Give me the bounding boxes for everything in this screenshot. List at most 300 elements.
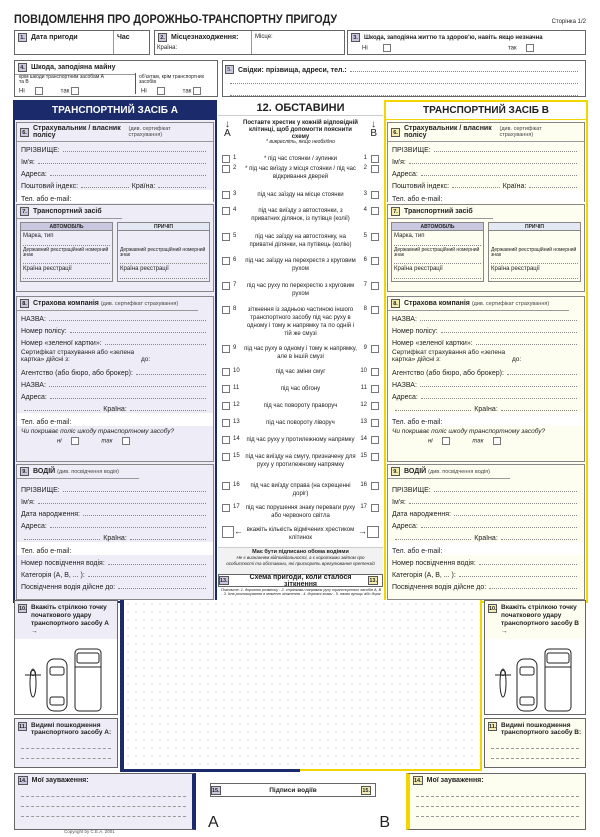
- coverage-no-checkbox[interactable]: [71, 437, 79, 445]
- circumstance-a-checkbox[interactable]: [222, 436, 230, 444]
- section-11-damage-a[interactable]: [14, 718, 118, 768]
- license-valid-label: Посвідчення водія дійсне до:: [392, 584, 487, 591]
- circumstance-text: під час виїзду справа (на схрещенні доріг): [250, 483, 351, 497]
- driver-address-field[interactable]: [50, 522, 206, 528]
- circumstance-a-checkbox[interactable]: [222, 482, 230, 490]
- section-number: 4.: [18, 63, 27, 72]
- circumstance-a-checkbox[interactable]: [222, 419, 230, 427]
- postcode-label: Поштовий індекс:: [21, 183, 79, 190]
- column-b-marker: ↓ B: [370, 119, 377, 139]
- vehicles-damage-yes-checkbox[interactable]: [71, 87, 79, 95]
- no-label: ні: [428, 438, 433, 445]
- license-number-field[interactable]: [108, 559, 206, 565]
- no-label: ні: [57, 438, 62, 445]
- policyholder-note: (див. сертифікат страхування): [499, 126, 542, 138]
- agency-address-label: Адреса:: [21, 394, 47, 401]
- strike-note: * викресліть, якщо необхідно: [266, 139, 335, 145]
- insurer-label: Страхова компанія: [404, 300, 470, 307]
- circumstance-text: зіткнення із задньою частиною іншого транспортного засобу під час руху в одному і тому ж напрямку та по одній і тій же смузі: [246, 307, 355, 337]
- policy-number-label: Номер полісу:: [392, 328, 438, 335]
- circumstance-b-checkbox[interactable]: [371, 482, 379, 490]
- circumstance-b-checkbox[interactable]: [371, 191, 379, 199]
- first-name-label: Ім'я:: [392, 159, 406, 166]
- circumstance-number-a: 2: [233, 165, 237, 171]
- column-a-marker: ↓ A: [224, 119, 231, 139]
- insurer-name-label: НАЗВА:: [21, 316, 46, 323]
- first-name-field[interactable]: [38, 158, 206, 164]
- trailer-reg-country-label: Країна реєстрації: [491, 266, 540, 272]
- coverage-yes-checkbox[interactable]: [493, 437, 501, 445]
- circumstance-b-checkbox[interactable]: [371, 233, 379, 241]
- section-number: 6.: [391, 128, 400, 137]
- section-number: 8.: [391, 299, 400, 308]
- reg-country-field[interactable]: [23, 273, 110, 279]
- section-11-damage-b[interactable]: [484, 718, 586, 768]
- plate-field[interactable]: [394, 258, 481, 264]
- valid-to-label: до:: [141, 356, 151, 363]
- driver-note: (див. посвідчення водія): [57, 468, 119, 475]
- circumstance-a-checkbox[interactable]: [222, 233, 230, 241]
- circumstance-row: [222, 306, 379, 338]
- circumstance-row: [222, 453, 379, 469]
- circumstance-a-checkbox[interactable]: [222, 385, 230, 393]
- circumstance-a-checkbox[interactable]: [222, 191, 230, 199]
- circumstance-b-checkbox[interactable]: [371, 207, 379, 215]
- birth-date-label: Дата народження:: [392, 511, 451, 518]
- circumstance-number-a: 17: [233, 504, 240, 510]
- vehicle-outlines-icon: [487, 645, 587, 715]
- yes-label: так: [60, 88, 70, 95]
- circumstance-row: [222, 482, 379, 498]
- circumstance-row: [222, 282, 379, 298]
- agency-country-label: Країна:: [474, 406, 498, 413]
- location-label: Місцезнаходження:: [171, 34, 239, 41]
- surname-label: ПРІЗВИЩЕ:: [21, 147, 60, 154]
- signature-b-label: B: [379, 814, 390, 831]
- trailer-reg-country-field[interactable]: [120, 273, 207, 279]
- circumstance-b-checkbox[interactable]: [371, 419, 379, 427]
- insurer-name-field[interactable]: [49, 315, 206, 321]
- circumstance-number-a: 9: [233, 345, 237, 351]
- circumstance-a-checkbox[interactable]: [222, 282, 230, 290]
- signature-a-label: A: [208, 814, 219, 831]
- circumstance-text: під час виїзду з автостоянки, з приватних ділянок, із путівця (колії): [251, 208, 350, 222]
- surname-field[interactable]: [434, 146, 577, 152]
- circumstance-number-b: 15: [360, 453, 367, 459]
- circumstance-number-b: 5: [363, 233, 367, 239]
- circumstance-b-checkbox[interactable]: [371, 306, 379, 314]
- valid-from-label: Сертифікат страхування або «зелена картка» дійсні з:: [21, 349, 135, 363]
- copyright: Copyright by C.E.A. 2001: [64, 829, 115, 834]
- vehicle-outlines-icon: [17, 645, 117, 715]
- agency-phone-label: Тел. або e-mail:: [21, 419, 72, 426]
- count-a-box[interactable]: [222, 526, 234, 538]
- section-number: 1.: [18, 33, 27, 42]
- circumstance-text: під час заїзду на перехрестя з круговим рухом: [245, 258, 356, 272]
- circumstance-b-checkbox[interactable]: [371, 385, 379, 393]
- license-category-label: Категорія (A, B, ... ):: [392, 572, 456, 579]
- plate-label: Державний реєстраційний номерний знак: [23, 247, 109, 258]
- circumstance-number-b: 11: [360, 385, 367, 391]
- circumstance-number-a: 12: [233, 402, 240, 408]
- postcode-field[interactable]: [452, 182, 500, 188]
- trailer-header: ПРИЧІП: [489, 223, 580, 231]
- section-number: 14.: [414, 778, 422, 784]
- page-title: ПОВІДОМЛЕННЯ ПРО ДОРОЖНЬО-ТРАНСПОРТНУ ПРИГОДУ: [14, 12, 338, 26]
- circumstance-b-checkbox[interactable]: [371, 282, 379, 290]
- circumstance-number-a: 13: [233, 419, 240, 425]
- agency-address-field[interactable]: [421, 393, 577, 399]
- arrow-right-icon: →: [358, 526, 367, 536]
- circumstance-a-checkbox[interactable]: [222, 165, 230, 173]
- policyholder-note: (див. сертифікат страхування): [128, 126, 171, 138]
- license-number-label: Номер посвідчення водія:: [21, 560, 105, 567]
- yes-label: так: [472, 438, 484, 445]
- driver-surname-label: ПРІЗВИЩЕ:: [21, 487, 60, 494]
- agency-country-field[interactable]: [501, 405, 577, 411]
- green-card-field[interactable]: [476, 339, 577, 345]
- circumstance-a-checkbox[interactable]: [222, 306, 230, 314]
- country-label: Країна:: [131, 183, 156, 190]
- circumstance-a-checkbox[interactable]: [222, 402, 230, 410]
- circumstance-text: під час обгону: [280, 386, 321, 392]
- circumstance-a-checkbox[interactable]: [222, 155, 230, 163]
- green-card-field[interactable]: [105, 339, 206, 345]
- plate-field[interactable]: [23, 258, 110, 264]
- circumstance-number-b: 13: [360, 419, 367, 425]
- time-label: Час: [117, 34, 130, 41]
- circumstance-b-checkbox[interactable]: [371, 368, 379, 376]
- postcode-field[interactable]: [81, 182, 129, 188]
- insurer-name-label: НАЗВА:: [392, 316, 417, 323]
- circumstance-number-b: 16: [360, 482, 367, 488]
- circumstance-row: [222, 504, 379, 520]
- remarks-label: Мої зауваження:: [31, 777, 89, 784]
- circumstance-text: під час повороту ліворуч: [266, 420, 335, 426]
- signatures-label: Підписи водіїв: [269, 786, 317, 794]
- surname-field[interactable]: [63, 146, 206, 152]
- circumstance-number-a: 11: [233, 385, 240, 391]
- car-subsection: [391, 222, 484, 282]
- driver-first-name-field[interactable]: [409, 498, 577, 504]
- agency-address-field[interactable]: [50, 393, 206, 399]
- section-6-policyholder-b: [387, 122, 585, 202]
- section-number: 9.: [391, 467, 400, 476]
- circumstance-count-row: [222, 526, 379, 542]
- insurer-name-field[interactable]: [420, 315, 577, 321]
- license-valid-field[interactable]: [489, 583, 577, 589]
- trailer-plate-field[interactable]: [491, 258, 578, 264]
- circumstance-number-a: 1: [233, 155, 237, 161]
- circumstance-text: під час виїзду на смугу, призначену для руху у протилежному напрямку: [245, 454, 356, 468]
- first-name-field[interactable]: [409, 158, 577, 164]
- driver-phone-label: Тел. або e-mail:: [21, 548, 72, 555]
- agency-phone-label: Тел. або e-mail:: [392, 419, 443, 426]
- driver-surname-field[interactable]: [63, 486, 206, 492]
- country-field[interactable]: [529, 182, 577, 188]
- section-number: 11.: [19, 724, 27, 730]
- driver-country-label: Країна:: [103, 535, 127, 542]
- agency-label: Агентство (або бюро, або брокер):: [392, 370, 504, 377]
- signature-a-field[interactable]: [204, 800, 294, 832]
- driver-surname-field[interactable]: [434, 486, 577, 492]
- reg-country-label: Країна реєстрації: [23, 266, 72, 272]
- agency-country-label: Країна:: [103, 406, 127, 413]
- birth-date-label: Дата народження:: [21, 511, 80, 518]
- section-10-impact-a[interactable]: [14, 600, 118, 715]
- sketch-label: Схема пригоди, коли сталося зіткнення: [249, 573, 352, 588]
- section-number: 2.: [158, 33, 167, 42]
- phone-label: Тел. або e-mail:: [21, 196, 72, 203]
- circumstance-number-b: 17: [360, 504, 367, 510]
- car-header: АВТОМОБІЛЬ: [21, 223, 112, 231]
- make-label: Марка, тип: [394, 233, 425, 239]
- license-category-label: Категорія (A, B, ... ):: [21, 572, 85, 579]
- circumstance-text: під час руху по перехрестю з круговим рухом: [246, 283, 355, 297]
- column-a-label: A: [224, 128, 231, 139]
- section-13-header: [218, 574, 383, 587]
- signature-notice-text: Не є визнанням відповідальності, а є короткими звітом про особистості та обставини, які прискорять врегулювання претензій: [226, 555, 375, 566]
- make-field[interactable]: [394, 240, 481, 246]
- driver-country-field[interactable]: [501, 534, 577, 540]
- circumstance-row: [222, 233, 379, 249]
- circumstance-number-a: 4: [233, 207, 237, 213]
- section-7-vehicle-b: [387, 204, 585, 292]
- coverage-no-checkbox[interactable]: [442, 437, 450, 445]
- section-12-circumstances: [218, 100, 383, 574]
- circumstance-b-checkbox[interactable]: [371, 402, 379, 410]
- objects-damage-no-checkbox[interactable]: [157, 87, 165, 95]
- vehicles-damage-label: крім шкоди транспортним засобам А та В: [19, 74, 104, 85]
- signature-b-field[interactable]: [300, 800, 400, 832]
- yes-label: так: [101, 438, 113, 445]
- circumstances-instruction: Поставте хрестик у кожній відповідній клітинці, щоб допомогти пояснити схему: [243, 120, 358, 140]
- circumstance-b-checkbox[interactable]: [371, 165, 379, 173]
- no-label: Ні: [362, 45, 368, 52]
- coverage-yes-checkbox[interactable]: [122, 437, 130, 445]
- circumstance-number-b: 1: [363, 155, 367, 161]
- agency-name-field[interactable]: [420, 381, 577, 387]
- license-valid-label: Посвідчення водія дійсне до:: [21, 584, 116, 591]
- circumstances-title: 12. ОБСТАВИНИ: [218, 100, 383, 116]
- circumstance-number-a: 6: [233, 257, 237, 263]
- circumstance-a-checkbox[interactable]: [222, 368, 230, 376]
- trailer-header: ПРИЧІП: [118, 223, 209, 231]
- signature-notice: [218, 547, 383, 574]
- circumstance-b-checkbox[interactable]: [371, 345, 379, 353]
- vehicle-label: Транспортний засіб: [33, 208, 102, 215]
- circumstance-text: під час зміни смуг: [275, 369, 326, 375]
- circumstance-b-checkbox[interactable]: [371, 155, 379, 163]
- circumstance-number-b: 3: [363, 191, 367, 197]
- vehicle-b-title: ТРАНСПОРТНИЙ ЗАСІБ В: [386, 102, 586, 120]
- green-card-label: Номер «зеленої картки»:: [21, 340, 102, 347]
- page-number: Сторінка 1/2: [551, 19, 586, 25]
- section-4-property-damage: [14, 60, 218, 97]
- driver-surname-label: ПРІЗВИЩЕ:: [392, 487, 431, 494]
- circumstance-text: * під час стоянки / зупинки: [263, 156, 337, 162]
- country-field[interactable]: [158, 182, 206, 188]
- reg-country-label: Країна реєстрації: [394, 266, 443, 272]
- circumstance-number-b: 6: [363, 257, 367, 263]
- circumstance-text: під час заїзду на місце стоянки: [257, 192, 344, 198]
- birth-date-field[interactable]: [454, 510, 577, 516]
- agency-country-field[interactable]: [130, 405, 206, 411]
- section-number: 10.: [489, 606, 497, 612]
- coverage-question: Чи покриває поліс шкоду транспортному засобу?: [392, 428, 546, 435]
- remarks-label: Мої зауваження:: [426, 777, 484, 784]
- section-7-vehicle-a: [16, 204, 214, 292]
- yes-label: так: [508, 45, 517, 52]
- circumstance-text: під час порушення знаку переваги руху або червоного світла: [245, 505, 356, 519]
- license-category-field[interactable]: [88, 571, 206, 577]
- section-number: 11.: [489, 724, 497, 730]
- circumstance-number-a: 10: [233, 368, 240, 374]
- driver-label: ВОДІЙ: [33, 468, 56, 475]
- section-5-witnesses[interactable]: [222, 60, 586, 97]
- make-label: Марка, тип: [23, 233, 54, 239]
- objects-damage-label: об'єктам, крім транспортних засобів: [139, 74, 205, 85]
- trailer-subsection: [488, 222, 581, 282]
- section-14-remarks-b[interactable]: [406, 773, 586, 830]
- circumstance-b-checkbox[interactable]: [371, 257, 379, 265]
- circumstance-row: [222, 207, 379, 223]
- circumstance-row: [222, 368, 379, 376]
- vehicles-damage-no-checkbox[interactable]: [35, 87, 43, 95]
- witnesses-label: Свідки: прізвища, адреси, тел.:: [238, 67, 347, 74]
- injuries-no-checkbox[interactable]: [383, 44, 391, 52]
- reg-country-field[interactable]: [394, 273, 481, 279]
- circumstance-number-a: 5: [233, 233, 237, 239]
- section-number: 7.: [391, 207, 400, 216]
- policy-number-label: Номер полісу:: [21, 328, 67, 335]
- valid-to-label: до:: [512, 356, 522, 363]
- postcode-label: Поштовий індекс:: [392, 183, 450, 190]
- section-number: 6.: [20, 128, 29, 137]
- agency-name-label: НАЗВА:: [21, 382, 46, 389]
- section-6-policyholder-a: [16, 122, 214, 202]
- circumstance-a-checkbox[interactable]: [222, 504, 230, 512]
- driver-country-field[interactable]: [130, 534, 206, 540]
- make-field[interactable]: [23, 240, 110, 246]
- section-9-driver-a: [16, 464, 214, 600]
- agency-label: Агентство (або бюро, або брокер):: [21, 370, 133, 377]
- circumstance-number-a: 16: [233, 482, 240, 488]
- agency-field[interactable]: [136, 369, 206, 375]
- driver-note: (див. посвідчення водія): [428, 468, 490, 475]
- count-b-box[interactable]: [367, 526, 379, 538]
- agency-field[interactable]: [507, 369, 577, 375]
- circumstance-text: під час руху у протилежному напрямку: [246, 437, 355, 443]
- circumstance-row: [222, 165, 379, 181]
- section-number: 10.: [19, 606, 27, 612]
- driver-address-label: Адреса:: [392, 523, 418, 530]
- circumstance-row: [222, 257, 379, 273]
- vehicle-label: Транспортний засіб: [404, 208, 473, 215]
- birth-date-field[interactable]: [83, 510, 206, 516]
- circumstance-b-checkbox[interactable]: [371, 504, 379, 512]
- license-valid-field[interactable]: [118, 583, 206, 589]
- license-number-field[interactable]: [479, 559, 577, 565]
- trailer-plate-label: Державний реєстраційний номерний знак: [491, 247, 577, 258]
- section-1-date-time: [14, 30, 150, 55]
- license-number-label: Номер посвідчення водія:: [392, 560, 476, 567]
- place-field[interactable]: [251, 31, 276, 54]
- arrow-left-icon: ←: [234, 526, 243, 536]
- driver-address-field[interactable]: [421, 522, 577, 528]
- green-card-label: Номер «зеленої картки»:: [392, 340, 473, 347]
- circumstance-b-checkbox[interactable]: [371, 453, 379, 461]
- section-number: 15.: [212, 787, 220, 794]
- circumstance-number-b: 12: [360, 402, 367, 408]
- trailer-plate-field[interactable]: [120, 258, 207, 264]
- trailer-reg-country-field[interactable]: [491, 273, 578, 279]
- first-name-label: Ім'я:: [21, 159, 35, 166]
- circumstance-number-b: 4: [363, 207, 367, 213]
- circumstance-a-checkbox[interactable]: [222, 345, 230, 353]
- agency-name-label: НАЗВА:: [392, 382, 417, 389]
- section-number: 8.: [20, 299, 29, 308]
- circumstance-number-b: 14: [360, 436, 367, 442]
- circumstance-a-checkbox[interactable]: [222, 453, 230, 461]
- section-8-insurer-a: [16, 296, 214, 462]
- trailer-reg-country-label: Країна реєстрації: [120, 266, 169, 272]
- car-header: АВТОМОБІЛЬ: [392, 223, 483, 231]
- circumstance-row: [222, 419, 379, 427]
- circumstance-text: під час заїзду на автостоянку, на приватні ділянки, на путівець (колію): [249, 234, 352, 248]
- driver-first-name-field[interactable]: [38, 498, 206, 504]
- signature-notice-title: Має бути підписано обома водіями: [252, 549, 349, 555]
- driver-first-name-label: Ім'я:: [21, 499, 35, 506]
- section-number: 3.: [351, 33, 360, 42]
- policy-number-field[interactable]: [441, 327, 577, 333]
- sketch-area[interactable]: [120, 600, 482, 771]
- address-field[interactable]: [421, 170, 577, 176]
- driver-address-label: Адреса:: [21, 523, 47, 530]
- objects-damage-yes-checkbox[interactable]: [193, 87, 201, 95]
- policy-number-field[interactable]: [70, 327, 206, 333]
- trailer-subsection: [117, 222, 210, 282]
- address-field[interactable]: [50, 170, 206, 176]
- section-10-impact-b[interactable]: [484, 600, 586, 715]
- injuries-yes-checkbox[interactable]: [526, 44, 534, 52]
- circumstance-row: [222, 436, 379, 444]
- count-label: вкажіть кількість відмічених хрестиком клітинок: [246, 527, 355, 541]
- section-9-driver-b: [387, 464, 585, 600]
- circumstance-a-checkbox[interactable]: [222, 207, 230, 215]
- circumstance-text: під час руху в одному і тому ж напрямку, але в іншій смузі: [244, 346, 357, 360]
- plate-label: Державний реєстраційний номерний знак: [394, 247, 480, 258]
- driver-first-name-label: Ім'я:: [392, 499, 406, 506]
- injuries-label: Шкода, заподіяна життю та здоров'ю, навіть якщо незначна: [364, 34, 543, 41]
- car-subsection: [20, 222, 113, 282]
- visible-damage-b-label: Видимі пошкодження транспортного засобу В:: [501, 722, 582, 736]
- time-field[interactable]: [113, 31, 133, 54]
- section-number: 14.: [19, 778, 27, 784]
- no-label: Ні: [19, 88, 25, 95]
- circumstance-b-checkbox[interactable]: [371, 436, 379, 444]
- circumstance-number-b: 9: [363, 345, 367, 351]
- agency-address-label: Адреса:: [392, 394, 418, 401]
- insurer-note: (див. сертифікат страхування): [471, 300, 550, 307]
- impact-point-a-label: Вкажіть стрілкою точку початкового удару транспортного засобу А →: [31, 604, 109, 635]
- license-category-field[interactable]: [459, 571, 577, 577]
- circumstance-number-b: 8: [363, 306, 367, 312]
- section-14-remarks-a[interactable]: [14, 773, 196, 830]
- circumstance-number-a: 7: [233, 282, 237, 288]
- agency-name-field[interactable]: [49, 381, 206, 387]
- circumstance-a-checkbox[interactable]: [222, 257, 230, 265]
